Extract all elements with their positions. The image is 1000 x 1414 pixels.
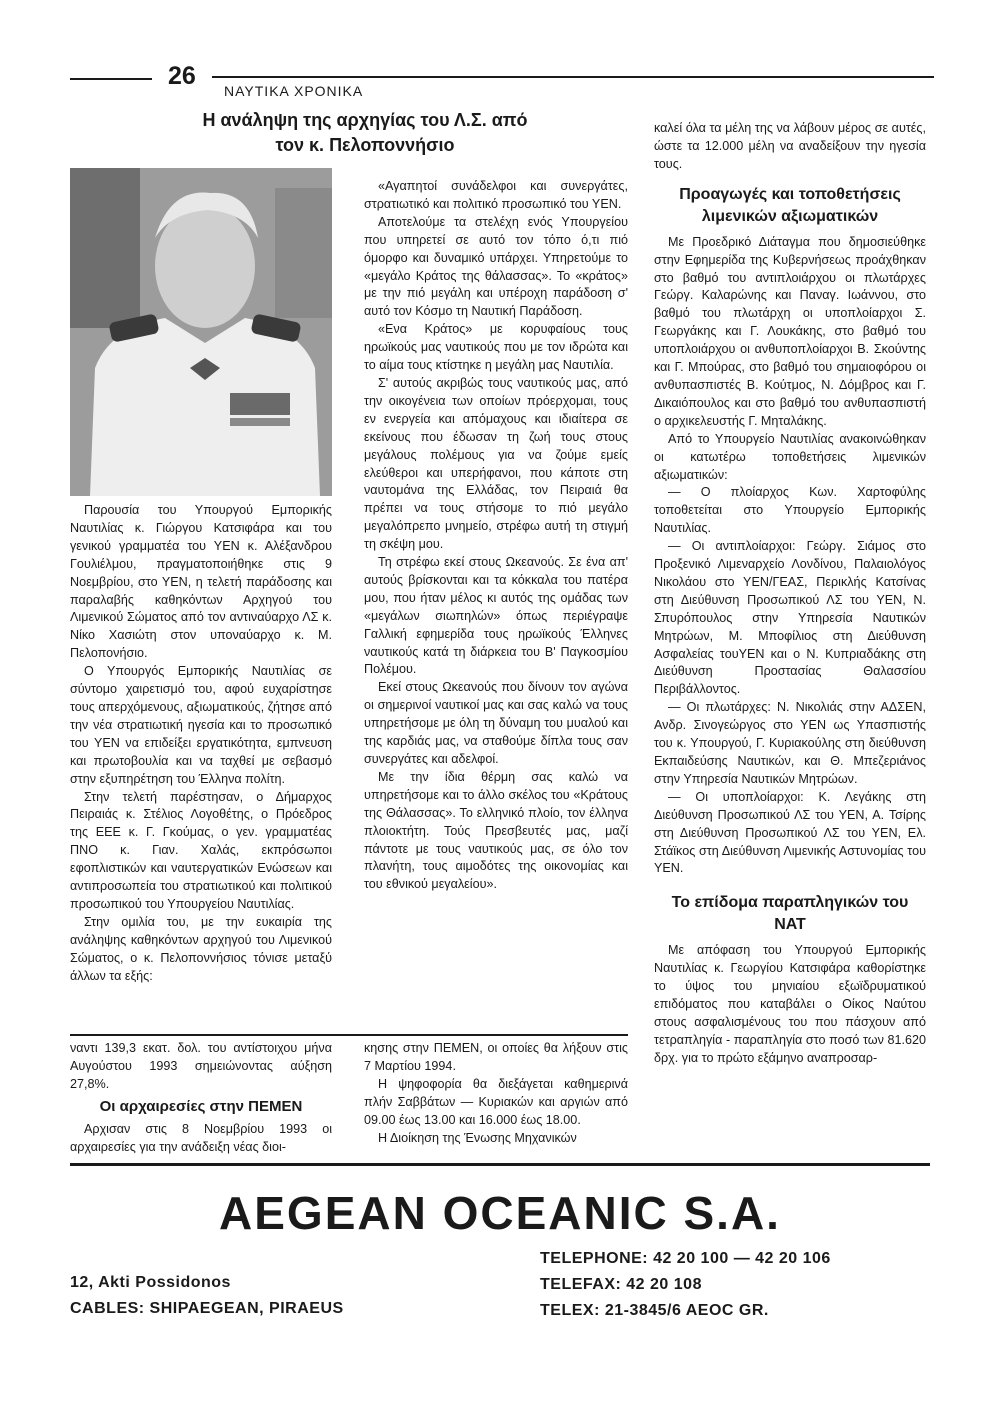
caption-paragraph: Παρουσία του Υπουργού Εμπορικής Ναυτιλίας κ. Γιώργου Κατσιφάρα και του γενικού γραμματέα του ΥΕΝ κ. Αλέξανδρου Γουλιέλμου, πραγματοποιήθηκε στις 9 Νοεμβρίου, στο ΥΕΝ, η τελετή παράδοσης και παραλαβής καθηκόντων Αρχηγού του Λιμενικού Σώματος από τον αντιναύαρχο ΛΣ κ. Νίκο Χασιώτη στον υποναύαρχο κ. Μ. Πελοπονήσιο. (70, 503, 332, 661)
promotions-paragraph: — Οι πλωτάρχες: Ν. Νικολιάς στην ΑΔΣΕΝ, Ανδρ. Σινογεώργος στο ΥΕΝ ως Υπασπιστής του κ. Υπουργού, Γ. Κυριακούλης στη διεύθυνση Εκπαιδεύσης Ναυτικών, και Θ. Μπεζεριάνος στην Υπηρεσία Ναυτικών Μητρώων. (654, 700, 926, 786)
caption-paragraph: Στην τελετή παρέστησαν, ο Δήμαρχος Πειραιάς κ. Στέλιος Λογοθέτης, ο Πρόεδρος της ΕΕΕ κ. Γ. Γκούμας, ο γεν. γραμματέας ΠΝΟ κ. Γιαν. Χαλάς, εκπρόσωποι εφοπλιστικών και ναυτεργατικών Ενώσεων και αντιπροσωπεία του στρατιωτικού και πολιτικού προσωπικού του Υπουργείου Ναυτιλίας. (70, 789, 332, 911)
promotions-headline (654, 184, 926, 228)
pemen-paragraph: Η ψηφοφορία θα διεξάγεται καθημερινά πλήν Σαββάτων — Κυριακών και αργιών από 09.00 έως 13.00 και 16.000 έως 18.00. (364, 1076, 628, 1127)
header-rule-right (212, 76, 934, 78)
caption-paragraph: Ο Υπουργός Εμπορικής Ναυτιλίας σε σύντομο χαιρετισμό του, αφού ευχαρίστησε τους απερχόμενους, αξιωματικούς, ζήτησε από την νέα στρατιωτική ηγεσία και το προσωπικό του ΥΕΝ να επιδείξει εργατικότητα, εμπνευση και πρωτοβουλία και να ταχθεί με σεβασμό στην εξυπηρέτηση του Έλληνα πολίτη. (70, 664, 332, 786)
advertisement-top-rule (70, 1163, 930, 1166)
pemen-paragraph: κησης στην ΠΕΜΕΝ, οι οποίες θα λήξουν στις 7 Μαρτίου 1994. (364, 1041, 628, 1073)
pemen-headline: Οι αρχαιρεσίες στην ΠΕΜΕΝ (99, 1098, 303, 1115)
speech-paragraph: Εκεί στους Ωκεανούς που δίνουν τον αγώνα οι σημερινοί ναυτικοί μας και σας καλώ να τους υπηρετήσομε με όλη τη δύναμη του μυαλού και της καρδιάς μας, να σταθούμε δίπλα τους σαν συνεργάτες και αδελφοί. (364, 680, 628, 766)
speech-paragraph: Αποτελούμε τα στελέχη ενός Υπουργείου που υπηρετεί σε αυτό τον τόπο ό,τι πιό όμορφο και δυναμικό υπάρχει. Υπηρετούμε το «μεγάλο Κράτος της θάλασσας». Το «κράτος» με την πιό μεγάλη και υπέροχη παράδοση σ' αυτό τον Κόσμο τη Ναυτική Παράδοση. (364, 214, 628, 319)
promotions-paragraph: — Οι υποπλοίαρχοι: Κ. Λεγάκης στη Διεύθυνση Προσωπικού ΛΣ του ΥΕΝ, Α. Τσίρης στη Διεύθυνση Προσωπικού ΛΣ του ΥΕΝ, Ελ. Στάϊκος στη Διεύθυνση Λιμενικής Αστυνομίας του ΥΕΝ. (654, 789, 926, 876)
pemen-right-text (364, 1040, 628, 1147)
officer-portrait-illustration (70, 168, 332, 496)
advertisement-telefax: TELEFAX: 42 20 108 (540, 1276, 702, 1293)
continuation-text-block (70, 1040, 332, 1094)
pemen-left-text (70, 1121, 332, 1157)
advertisement-company-name: AEGEAN OCEANIC S.A. (219, 1187, 781, 1239)
benefit-headline (654, 892, 926, 936)
pemen-paragraph: Η Διοίκηση της Ένωσης Μηχανικών (378, 1130, 577, 1145)
speech-column (364, 178, 628, 894)
caption-paragraph: Στην ομιλία του, με την ευκαιρία της ανάληψης καθηκόντων αρχηγού του Λιμενικού Σώματος, ο κ. Πελοποννήσιος τόνισε μεταξύ άλλων τα εξής: (70, 914, 332, 983)
speech-paragraph: Σ' αυτούς ακριβώς τους ναυτικούς μας, από την οικογένεια των οποίων πρόερχομαι, τους εν ενεργεία και απόμαχους και ιδιαίτερα σε εκείνους που έδωσαν τη ζωή τους στους μεγάλους πολέμους για να ζούμε εμείς ελεύθεροι και υπερήφανοι, που κάποτε στη ναυτομάνα της Ελλάδας, τον Πειραιά θα πρέπει να τους στήσομε το πιό μεγάλο μεγαλόπρεπο μνημείο, στρέφω αυτή τη στιγμή τη σκέψη μου. (364, 375, 628, 552)
speech-paragraph: Με την ίδια θέρμη σας καλώ να υπηρετήσομε και το άλλο σκέλος του «Κράτους της Θάλασσας». Το ελληνικό πλοίο, τον έλληνα πλοιοκτήτη. Τούς Πρεσβευτές μας, μαζί πάντοτε με τους ναυτικούς μας, σε όλο τον πλανήτη, τους αιμοδότες της οικονομίας και του εθνικού μεγαλείου». (364, 769, 628, 892)
photo-caption-column (70, 502, 332, 985)
benefit-headline-line2: ΝΑΤ (774, 916, 806, 934)
right-column (654, 120, 926, 1068)
right-intro-paragraph: καλεί όλα τα μέλη της να λάβουν μέρος σε αυτές, ώστε τα 12.000 μέλη να αναδείξουν την ηγεσία τους. (654, 121, 926, 171)
main-headline-line1: Η ανάληψη της αρχηγίας του Λ.Σ. από (202, 110, 528, 130)
main-headline (140, 108, 590, 158)
promotions-paragraph: — Ο πλοίαρχος Κων. Χαρτοφύλης τοποθετείται στο Υπουργείο Εμπορικής Ναυτιλίας. (654, 485, 926, 536)
continuation-paragraph: ναντι 139,3 εκατ. δολ. του αντίστοιχου μήνα Αυγούστου 1993 σημειώνοντας αύξηση 27,8%. (70, 1041, 332, 1091)
speech-paragraph: Τη στρέφω εκεί στους Ωκεανούς. Σε ένα απ' αυτούς βρίσκονται και τα κόκκαλα του πατέρα μου, που ήταν μέλος κι αυτός της ομάδας των «μεγάλων σιωπηλών» όπως περιέγραψε Γαλλική εφημερίδα τους ηρωϊκούς Έλληνες ναυτικούς κατά τη διάρκεια του Β' Παγκοσμίου Πολέμου. (364, 555, 628, 677)
speech-paragraph: «Ενα Κράτος» με κορυφαίους τους ηρωϊκούς μας ναυτικούς που με τον ιδρώτα και το αίμα τους κτίστηκε η μεγάλη μας Ναυτιλία. (364, 322, 628, 373)
promotions-paragraph: — Οι αντιπλοίαρχοι: Γεώργ. Σιάμος στο Προξενικό Λιμεναρχείο Λονδίνου, Παλαιολόγος Νικολάου στο ΥΕΝ/ΓΕΑΣ, Περικλής Κατσίνας στη Διεύθυνση Προσωπικού ΛΣ του ΥΕΝ, Ν. Σπυρόπουλος στην Υπηρεσία Ναυτικών Μητρώων, Μ. Μποφίλιος στη Διεύθυνση Ασφαλείας τουΥΕΝ και ο Ν. Κυπριαδάκης στη Διεύθυνση Προστασίας Θαλασσίου Περιβάλλοντος. (654, 539, 926, 697)
publication-name: ΝΑΥΤΙΚΑ ΧΡΟΝΙΚΑ (224, 83, 364, 99)
speech-paragraph: «Αγαπητοί συνάδελφοι και συνεργάτες, στρατιωτικό και πολιτικό προσωπικό του ΥΕΝ. (364, 179, 628, 211)
article-separator-rule (70, 1034, 628, 1036)
pemen-paragraph: Αρχισαν στις 8 Νοεμβρίου 1993 οι αρχαιρεσίες για την ανάδειξη νέας διοι- (70, 1122, 332, 1154)
promotions-paragraph: Με Προεδρικό Διάταγμα που δημοσιεύθηκε στην Εφημερίδα της Κυβερνήσεως προάχθηκαν στο βαθμό του αντιπλοιάρχου οι πλωτάρχες Γεώργ. Καλαρώνης και Παναγ. Ιωάννου, στο βαθμό του πλωτάρχη οι υποπλοίαρχοι Σ. Γεωργάκης και Γ. Λουκάκης, στο βαθμό του υποπλοιάρχου οι ανθυποπλοίαρχοι Β. Σκούντης και Γ. Μπούρας, στο βαθμό του σημαιοφόρου οι ανθυπασπιστές Β. Κούτμος, Ν. Δόμβρος και Γ. Δικαιόπουλος και στο βαθμό του ανθυπασπιστή ο αρχικελευστής Γ. Μηταλάκης. (654, 234, 926, 428)
promotions-headline-line1: Προαγωγές και τοποθετήσεις (679, 185, 901, 203)
advertisement-cables: CABLES: SHIPAEGEAN, PIRAEUS (70, 1300, 344, 1317)
main-headline-line2: τον κ. Πελοποννήσιο (275, 135, 455, 155)
advertisement-address: 12, Akti Possidonos (70, 1274, 231, 1291)
header-rule-left (70, 78, 152, 80)
page-number: 26 (168, 62, 196, 90)
benefit-paragraph: Με απόφαση του Υπουργού Εμπορικής Ναυτιλίας κ. Γεωργίου Κατσιφάρα καθορίστηκε το ύψος του μηνιαίου εξωϊδρυματικού επιδόματος που καταβάλει ο Οίκος Ναύτου στους ασφαλισμένους του που πάσχουν από τετραπληγία - παραπληγία στο ποσό των 81.620 δρχ. για το πρώτο εξάμηνο αναπροσαρ- (654, 943, 926, 1065)
advertisement-telex: TELEX: 21-3845/6 AEOC GR. (540, 1302, 769, 1319)
officer-photo (70, 168, 332, 496)
advertisement-telephone: TELEPHONE: 42 20 100 — 42 20 106 (540, 1250, 831, 1267)
promotions-headline-line2: λιμενικών αξιωματικών (701, 207, 879, 225)
benefit-headline-line1: Το επίδομα παραπληγικών του (671, 894, 909, 912)
promotions-paragraph: Από το Υπουργείο Ναυτιλίας ανακοινώθηκαν οι κατωτέρω τοποθετήσεις λιμενικών αξιωματικών: (654, 431, 926, 482)
